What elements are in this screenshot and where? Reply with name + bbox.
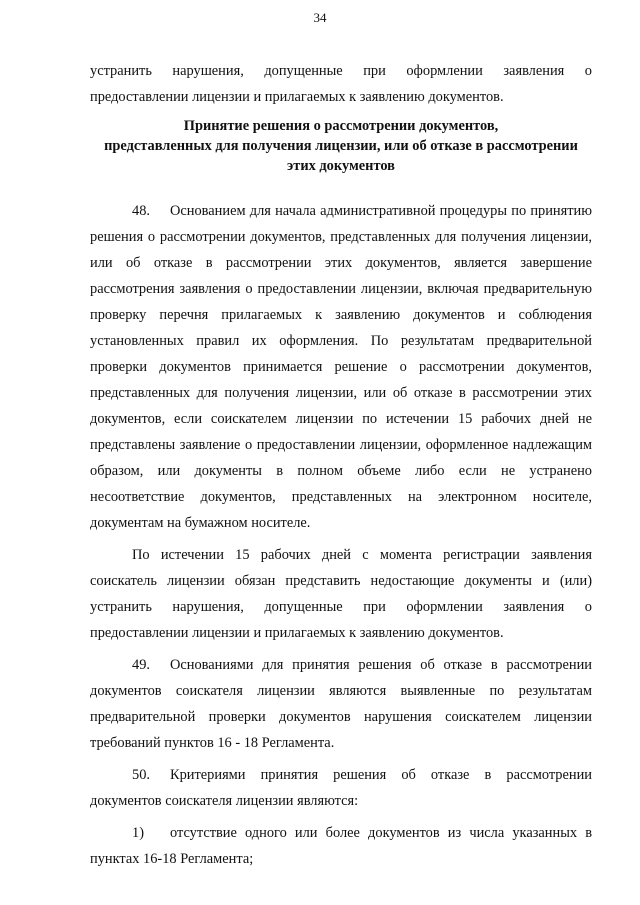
section-heading [90,116,592,176]
paragraph-50-number: 50. [132,767,150,783]
list-item-1 [90,820,592,872]
list-item-1-text: отсутствие одного или более документов из числа указанных в пунктах 16-18 Регламента; [90,825,592,867]
page-number: 34 [313,10,327,25]
paragraph-49-number: 49. [132,657,150,673]
paragraph-50-text: Критериями принятия решения об отказе в рассмотрении документов соискателя лицензии являются: [90,767,592,809]
heading-line-2: представленных для получения лицензии, или об отказе в рассмотрении [104,138,578,154]
list-item-1-number: 1) [132,825,144,841]
paragraph-49 [90,652,592,756]
intro-paragraph: устранить нарушения, допущенные при оформлении заявления о предоставлении лицензии и прилагаемых к заявлению документов. [90,63,592,105]
paragraph-48 [90,198,592,536]
heading-line-3: этих документов [287,158,395,174]
heading-line-1: Принятие решения о рассмотрении документов, [183,118,499,134]
paragraph-48-text: Основанием для начала административной процедуры по принятию решения о рассмотрении документов, представленных для получения лицензии, или об отказе в рассмотрении этих документов, является завершение рассмотрения заявления о предоставлении лицензии, включая предварительную проверку перечня прилагаемых к заявлению документов и соблюдения установленных правил их оформления. По результатам предварительной проверки документов принимается решение о рассмотрении документов, представленных для получения лицензии, или об отказе в рассмотрении этих документов, если соискателем лицензии по истечении 15 рабочих дней не представлены заявление о предоставлении лицензии, оформленное надлежащим образом, или документы в полном объеме либо если не устранено несоответствие документов, представленных на электронном носителе, документам на бумажном носителе. [90,203,592,531]
paragraph-48-continuation: По истечении 15 рабочих дней с момента регистрации заявления соискатель лицензии обязан представить недостающие документы и (или) устранить нарушения, допущенные при оформлении заявления о предоставлении лицензии и прилагаемых к заявлению документов. [90,547,592,641]
paragraph-50 [90,762,592,814]
paragraph-48-number: 48. [132,203,150,219]
paragraph-49-text: Основаниями для принятия решения об отказе в рассмотрении документов соискателя лицензии являются выявленные по результатам предварительной проверки документов нарушения соискателем лицензии требований пунктов 16 - 18 Регламента. [90,657,592,751]
page-body [90,58,592,872]
